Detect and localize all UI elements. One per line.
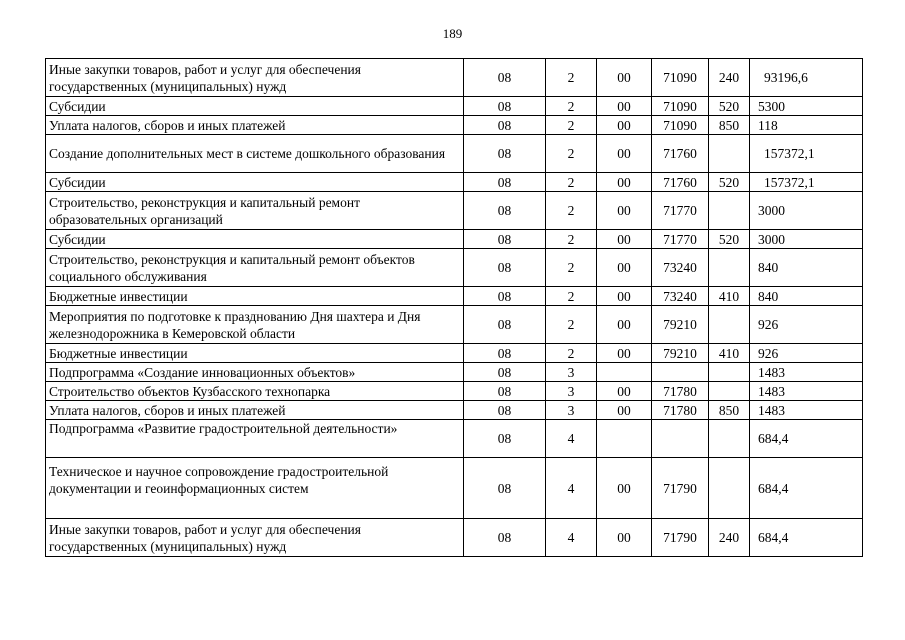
cell-code [597,420,652,458]
row-name: Субсидии [46,97,464,116]
cell-amount: 118 [750,116,863,135]
table-row [46,249,863,287]
cell-amount: 5300 [750,97,863,116]
cell-section: 08 [464,116,546,135]
cell-expense-type [709,420,750,458]
cell-amount: 93196,6 [750,59,863,97]
cell-target-code: 79210 [652,344,709,363]
cell-expense-type [709,382,750,401]
cell-amount: 157372,1 [750,135,863,173]
table-row [46,458,863,519]
budget-table [45,58,863,557]
cell-subprogram: 4 [546,420,597,458]
cell-expense-type: 520 [709,97,750,116]
cell-code: 00 [597,249,652,287]
cell-section: 08 [464,230,546,249]
cell-section: 08 [464,192,546,230]
cell-amount: 840 [750,287,863,306]
cell-section: 08 [464,519,546,557]
row-name: Подпрограмма «Развитие градостроительной деятельности» [46,420,464,458]
cell-expense-type [709,135,750,173]
row-name: Иные закупки товаров, работ и услуг для обеспечения государственных (муниципальных) нужд [46,59,464,97]
cell-expense-type: 240 [709,519,750,557]
cell-section: 08 [464,59,546,97]
table-row [46,401,863,420]
row-name: Техническое и научное сопровождение градостроительной документации и геоинформационных систем [46,458,464,519]
table-row [46,519,863,557]
cell-subprogram: 2 [546,97,597,116]
cell-expense-type: 410 [709,344,750,363]
cell-amount: 3000 [750,230,863,249]
cell-target-code [652,363,709,382]
cell-target-code: 71090 [652,59,709,97]
row-name: Бюджетные инвестиции [46,287,464,306]
cell-subprogram: 3 [546,363,597,382]
row-name: Уплата налогов, сборов и иных платежей [46,401,464,420]
cell-target-code: 73240 [652,287,709,306]
cell-subprogram: 3 [546,401,597,420]
cell-expense-type: 850 [709,116,750,135]
table-row [46,135,863,173]
cell-target-code: 71090 [652,116,709,135]
cell-target-code: 71760 [652,173,709,192]
row-name: Подпрограмма «Создание инновационных объектов» [46,363,464,382]
table-row [46,344,863,363]
cell-section: 08 [464,382,546,401]
cell-section: 08 [464,97,546,116]
cell-subprogram: 2 [546,249,597,287]
cell-expense-type [709,306,750,344]
cell-expense-type: 240 [709,59,750,97]
cell-amount: 684,4 [750,519,863,557]
row-name: Строительство, реконструкция и капитальный ремонт образовательных организаций [46,192,464,230]
cell-code: 00 [597,287,652,306]
cell-expense-type: 410 [709,287,750,306]
cell-amount: 684,4 [750,420,863,458]
row-name: Мероприятия по подготовке к празднованию Дня шахтера и Дня железнодорожника в Кемеровской области [46,306,464,344]
cell-code: 00 [597,192,652,230]
cell-section: 08 [464,344,546,363]
cell-target-code: 71760 [652,135,709,173]
cell-section: 08 [464,401,546,420]
cell-amount: 1483 [750,363,863,382]
cell-amount: 926 [750,306,863,344]
table-row [46,363,863,382]
cell-section: 08 [464,135,546,173]
cell-subprogram: 4 [546,458,597,519]
cell-amount: 1483 [750,382,863,401]
cell-code [597,363,652,382]
cell-target-code: 71790 [652,458,709,519]
cell-subprogram: 3 [546,382,597,401]
cell-code: 00 [597,382,652,401]
cell-subprogram: 2 [546,230,597,249]
cell-target-code: 71780 [652,382,709,401]
row-name: Уплата налогов, сборов и иных платежей [46,116,464,135]
cell-subprogram: 2 [546,287,597,306]
cell-expense-type [709,458,750,519]
cell-target-code: 71770 [652,230,709,249]
cell-code: 00 [597,116,652,135]
cell-expense-type: 850 [709,401,750,420]
cell-subprogram: 2 [546,173,597,192]
table-row [46,287,863,306]
cell-target-code: 71090 [652,97,709,116]
cell-code: 00 [597,97,652,116]
cell-target-code [652,420,709,458]
cell-amount: 1483 [750,401,863,420]
table-row [46,173,863,192]
cell-subprogram: 2 [546,344,597,363]
cell-code: 00 [597,173,652,192]
cell-section: 08 [464,420,546,458]
cell-section: 08 [464,458,546,519]
cell-target-code: 79210 [652,306,709,344]
cell-target-code: 73240 [652,249,709,287]
cell-section: 08 [464,306,546,344]
cell-section: 08 [464,173,546,192]
cell-subprogram: 2 [546,306,597,344]
cell-code: 00 [597,401,652,420]
cell-expense-type [709,249,750,287]
cell-section: 08 [464,287,546,306]
table-row [46,116,863,135]
cell-code: 00 [597,135,652,173]
cell-expense-type: 520 [709,173,750,192]
cell-code: 00 [597,344,652,363]
cell-expense-type [709,192,750,230]
cell-subprogram: 4 [546,519,597,557]
cell-target-code: 71790 [652,519,709,557]
cell-code: 00 [597,519,652,557]
cell-target-code: 71770 [652,192,709,230]
table-row [46,382,863,401]
row-name: Строительство, реконструкция и капитальный ремонт объектов социального обслуживания [46,249,464,287]
page-number: 189 [442,26,463,41]
cell-subprogram: 2 [546,59,597,97]
cell-amount: 684,4 [750,458,863,519]
cell-code: 00 [597,458,652,519]
table-row [46,306,863,344]
cell-subprogram: 2 [546,135,597,173]
row-name: Субсидии [46,173,464,192]
row-name: Бюджетные инвестиции [46,344,464,363]
cell-code: 00 [597,230,652,249]
row-name: Иные закупки товаров, работ и услуг для обеспечения государственных (муниципальных) нужд [46,519,464,557]
table-row [46,192,863,230]
cell-expense-type: 520 [709,230,750,249]
row-name: Субсидии [46,230,464,249]
cell-amount: 840 [750,249,863,287]
cell-amount: 926 [750,344,863,363]
cell-amount: 157372,1 [750,173,863,192]
table-row [46,59,863,97]
cell-target-code: 71780 [652,401,709,420]
row-name: Создание дополнительных мест в системе дошкольного образования [46,135,464,173]
cell-subprogram: 2 [546,192,597,230]
cell-subprogram: 2 [546,116,597,135]
cell-section: 08 [464,249,546,287]
row-name: Строительство объектов Кузбасского технопарка [46,382,464,401]
cell-expense-type [709,363,750,382]
table-row [46,230,863,249]
table-row [46,97,863,116]
cell-code: 00 [597,306,652,344]
table-row [46,420,863,458]
cell-code: 00 [597,59,652,97]
cell-section: 08 [464,363,546,382]
cell-amount: 3000 [750,192,863,230]
